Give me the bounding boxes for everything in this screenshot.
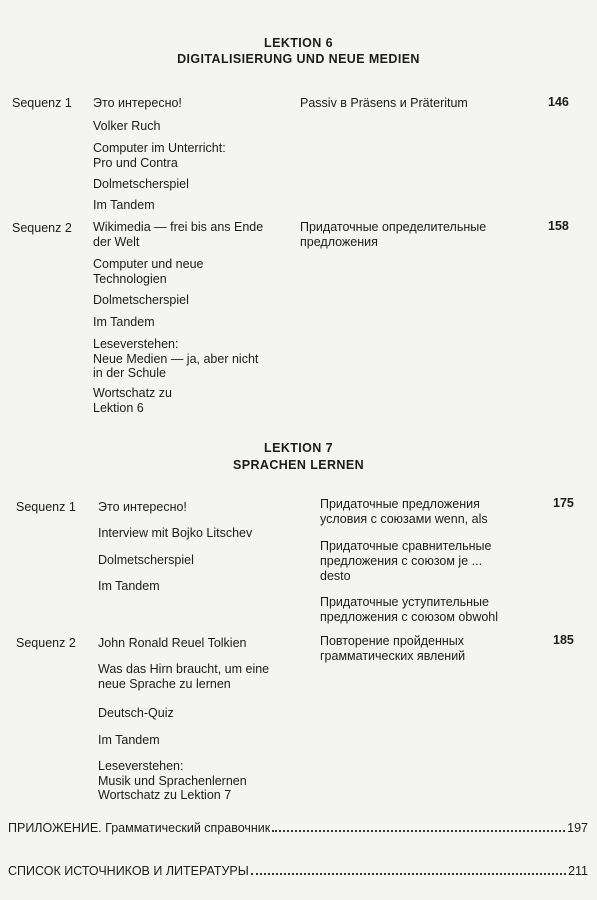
l6-seq2-page: 158 bbox=[548, 219, 569, 233]
l6-seq2-grammar: Придаточные определительные предложения bbox=[300, 220, 487, 249]
l7-seq1-grammar: Придаточные уступительные предложения с союзом obwohl bbox=[320, 595, 499, 624]
l7-seq2-topic: Was das Hirn braucht, um eine neue Sprache zu lernen bbox=[98, 662, 270, 691]
l6-seq2-topic: Im Tandem bbox=[93, 315, 155, 329]
lektion7-title: SPRACHEN LERNEN bbox=[232, 458, 364, 472]
l7-seq2-page: 185 bbox=[553, 633, 574, 647]
l7-seq2-label: Sequenz 2 bbox=[16, 636, 76, 650]
l7-seq1-grammar: Придаточные сравнительные предложения с союзом je ... desto bbox=[320, 539, 492, 583]
l6-seq1-page: 146 bbox=[548, 95, 569, 109]
leader-dots bbox=[251, 873, 566, 875]
l6-seq1-topic: Im Tandem bbox=[93, 198, 155, 212]
appendix-label: ПРИЛОЖЕНИЕ. Грамматический справочник bbox=[8, 821, 271, 835]
l7-seq2-grammar: Повторение пройденных грамматических явлений bbox=[320, 634, 466, 663]
l6-seq1-topic: Dolmetscherspiel bbox=[93, 177, 189, 191]
l7-seq1-topic: Dolmetscherspiel bbox=[98, 553, 194, 567]
l6-seq1-topic: Это интересно! bbox=[93, 96, 182, 110]
l6-seq2-label: Sequenz 2 bbox=[12, 221, 72, 235]
l6-seq1-grammar: Passiv в Präsens и Präteritum bbox=[300, 96, 468, 110]
l7-seq2-topic: Leseverstehen: Musik und Sprachenlernen Wortschatz zu Lektion 7 bbox=[98, 759, 247, 802]
sources-entry bbox=[8, 864, 588, 878]
lektion6-heading: LEKTION 6 bbox=[264, 36, 333, 50]
l6-seq2-topic: Leseverstehen: Neue Medien — ja, aber nicht in der Schule bbox=[93, 337, 259, 380]
l7-seq1-label: Sequenz 1 bbox=[16, 500, 76, 514]
l6-seq2-topic: Dolmetscherspiel bbox=[93, 293, 189, 307]
appendix-page: 197 bbox=[567, 821, 588, 835]
l6-seq2-topic: Wortschatz zu Lektion 6 bbox=[93, 386, 172, 415]
l7-seq2-topic: Im Tandem bbox=[98, 733, 160, 747]
l7-seq1-page: 175 bbox=[553, 496, 574, 510]
lektion6-title: DIGITALISIERUNG UND NEUE MEDIEN bbox=[177, 52, 420, 66]
l7-seq1-topic: Im Tandem bbox=[98, 579, 160, 593]
l6-seq1-label: Sequenz 1 bbox=[12, 96, 72, 110]
leader-dots bbox=[272, 830, 565, 832]
l6-seq1-topic: Computer im Unterricht: Pro und Contra bbox=[93, 141, 226, 170]
l7-seq1-grammar: Придаточные предложения условия с союзами wenn, als bbox=[320, 497, 488, 526]
l7-seq2-topic: Deutsch-Quiz bbox=[98, 706, 174, 720]
appendix-entry bbox=[8, 821, 588, 835]
lektion7-heading: LEKTION 7 bbox=[264, 441, 333, 455]
l7-seq1-topic: Interview mit Bojko Litschev bbox=[98, 526, 253, 540]
sources-label: СПИСОК ИСТОЧНИКОВ И ЛИТЕРАТУРЫ bbox=[8, 864, 249, 878]
l6-seq2-topic: Computer und neue Technologien bbox=[93, 257, 204, 286]
l7-seq1-topic: Это интересно! bbox=[98, 500, 187, 514]
l6-seq1-topic: Volker Ruch bbox=[93, 119, 161, 133]
l6-seq2-topic: Wikimedia — frei bis ans Ende der Welt bbox=[93, 220, 264, 249]
sources-page: 211 bbox=[568, 864, 588, 878]
l7-seq2-topic: John Ronald Reuel Tolkien bbox=[98, 636, 247, 650]
